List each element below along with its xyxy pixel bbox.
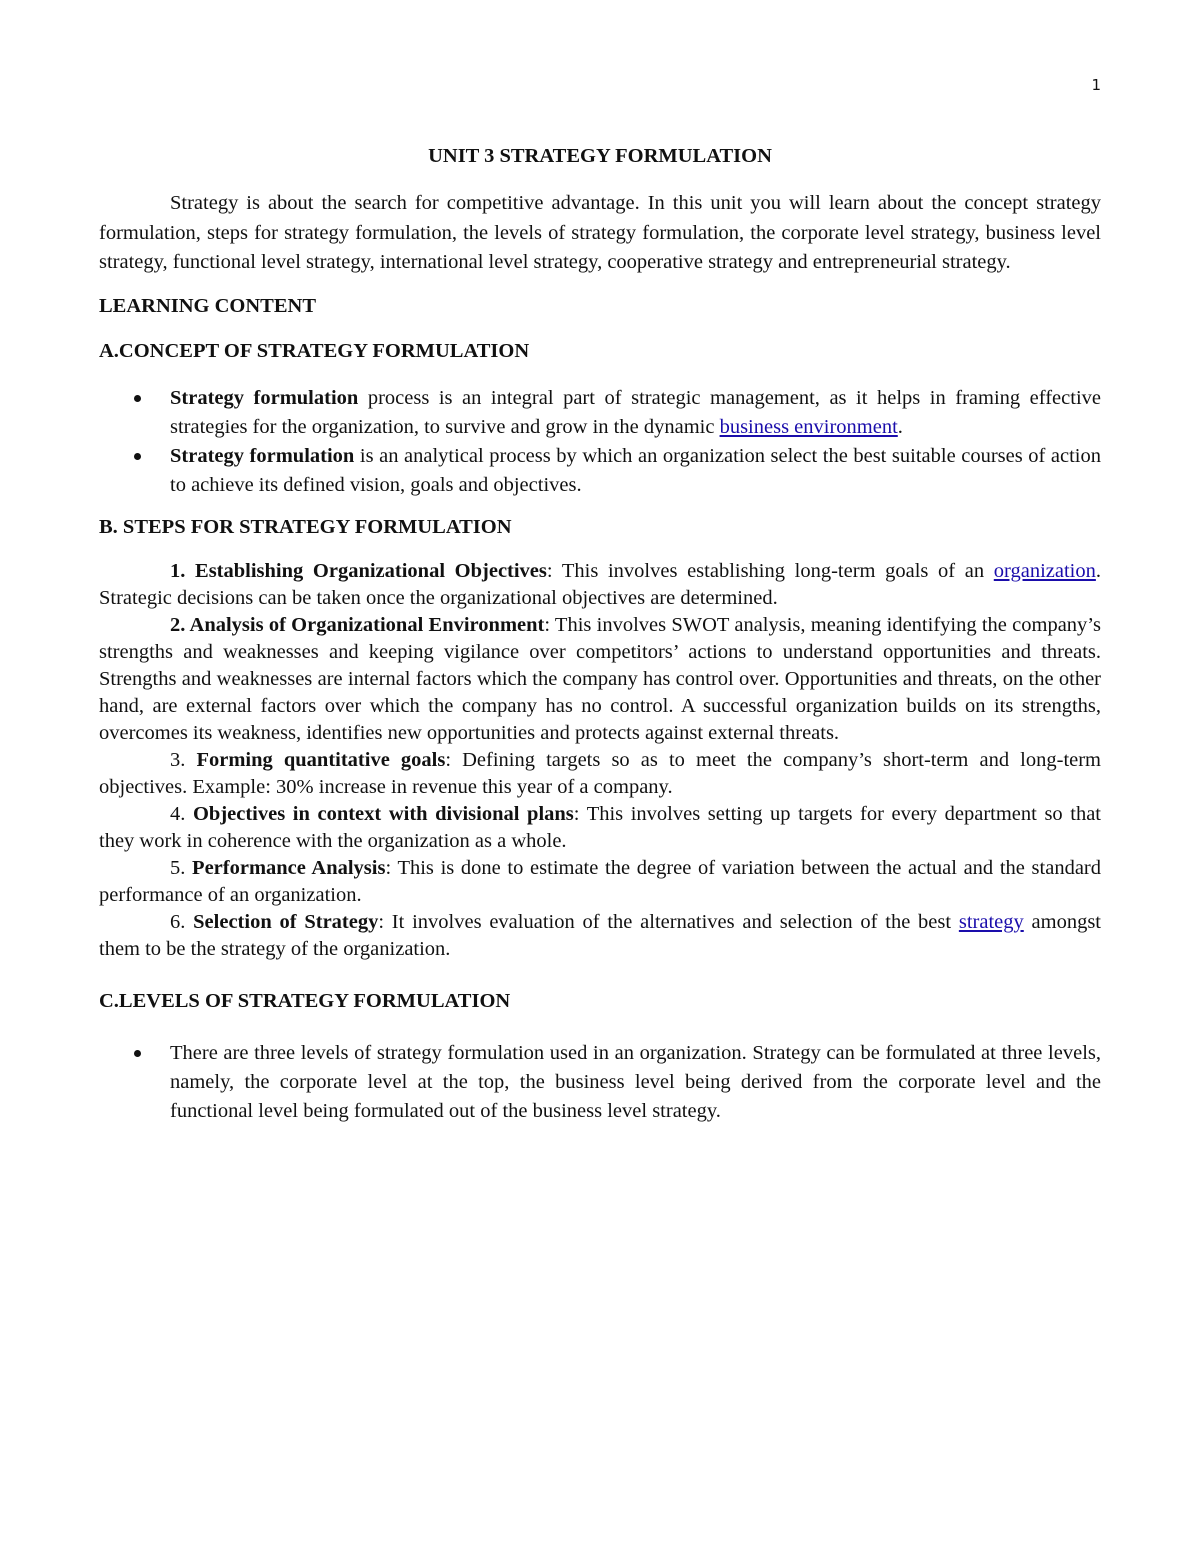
step-number: 4. (170, 802, 193, 825)
step-text: : This is done to estimate the degree of variation between the actual and the standard performance of an organization. (99, 856, 1101, 906)
step-text: : This involves establishing long-term goals of an (546, 559, 994, 582)
step-text: : Defining targets so as to meet the company’s short-term and long-term objectives. Example: 30% increase in revenue this year of a company. (99, 748, 1102, 798)
bullet-bold-term: Strategy formulation (170, 386, 359, 409)
step-item (99, 558, 1101, 612)
step-text: : It involves evaluation of the alternatives and selection of the best (378, 910, 959, 933)
organization-link[interactable]: organization (993, 559, 1096, 582)
step-text: : This involves setting up targets for every department so that they work in coherence with the organization as a whole. (99, 802, 1101, 852)
step-item (99, 612, 1101, 747)
steps-list (99, 558, 1101, 963)
bullet-icon (134, 1050, 141, 1057)
step-number: 6. (170, 910, 194, 933)
business-environment-link[interactable]: business environment (719, 415, 898, 438)
intro-paragraph: Strategy is about the search for competitive advantage. In this unit you will learn about the concept strategy formulation, steps for strategy formulation, the levels of strategy formulation, the corporate level strategy, business level strategy, functional level strategy, international level strategy, cooperative strategy and entrepreneurial strategy. (99, 192, 1101, 273)
strategy-link[interactable]: strategy (958, 910, 1024, 933)
list-item (99, 384, 1101, 442)
step-item (99, 747, 1101, 801)
bullet-text-end: . (897, 415, 903, 438)
step-item (99, 909, 1101, 963)
step-item (99, 855, 1101, 909)
step-title: Forming quantitative goals (196, 748, 446, 771)
step-number: 5. (170, 856, 193, 879)
bullet-text: is an analytical process by which an organization select the best suitable courses of action to achieve its defined vision, goals and objectives. (170, 444, 1101, 496)
step-title: Performance Analysis (192, 856, 386, 879)
section-a-heading: A.CONCEPT OF STRATEGY FORMULATION (99, 339, 530, 362)
step-item (99, 801, 1101, 855)
section-c-heading: C.LEVELS OF STRATEGY FORMULATION (99, 989, 511, 1012)
step-text: : This involves SWOT analysis, meaning identifying the company’s strengths and weaknesses and keeping vigilance over competitors’ actions to understand opportunities and threats. Strengths and weaknesses are internal factors which the company has control over. Opportunities and threats, on the other hand, are external factors over which the company has no control. A successful organization builds on its strengths, overcomes its weakness, identifies new opportunities and protects against external threats. (99, 613, 1101, 744)
step-title: Selection of Strategy (193, 910, 379, 933)
step-title: 1. Establishing Organizational Objectives (170, 559, 547, 582)
section-c-bullet-list (99, 1039, 1101, 1126)
learning-content-heading: LEARNING CONTENT (99, 294, 316, 317)
step-title: 2. Analysis of Organizational Environment (170, 613, 545, 636)
section-a-bullet-list (99, 384, 1101, 500)
step-text-end: . Strategic decisions can be taken once the organizational objectives are determined. (99, 559, 1101, 609)
step-title: Objectives in context with divisional plans (192, 802, 574, 825)
bullet-bold-term: Strategy formulation (170, 444, 355, 467)
bullet-text: There are three levels of strategy formulation used in an organization. Strategy can be formulated at three levels, namely, the corporate level at the top, the business level being derived from the corporate level and the functional level being formulated out of the business level strategy. (170, 1041, 1101, 1122)
bullet-text: process is an integral part of strategic management, as it helps in framing effective strategies for the organization, to survive and grow in the dynamic (170, 386, 1101, 438)
section-b-heading: B. STEPS FOR STRATEGY FORMULATION (99, 515, 512, 538)
bullet-icon (134, 453, 141, 460)
list-item (99, 1039, 1101, 1126)
list-item (99, 442, 1101, 500)
step-number: 3. (170, 748, 197, 771)
document-title: UNIT 3 STRATEGY FORMULATION (428, 145, 772, 167)
step-text-end: amongst them to be the strategy of the organization. (99, 910, 1102, 960)
bullet-icon (134, 395, 141, 402)
document-body (99, 143, 1101, 1126)
page-number: 1 (1091, 76, 1101, 94)
